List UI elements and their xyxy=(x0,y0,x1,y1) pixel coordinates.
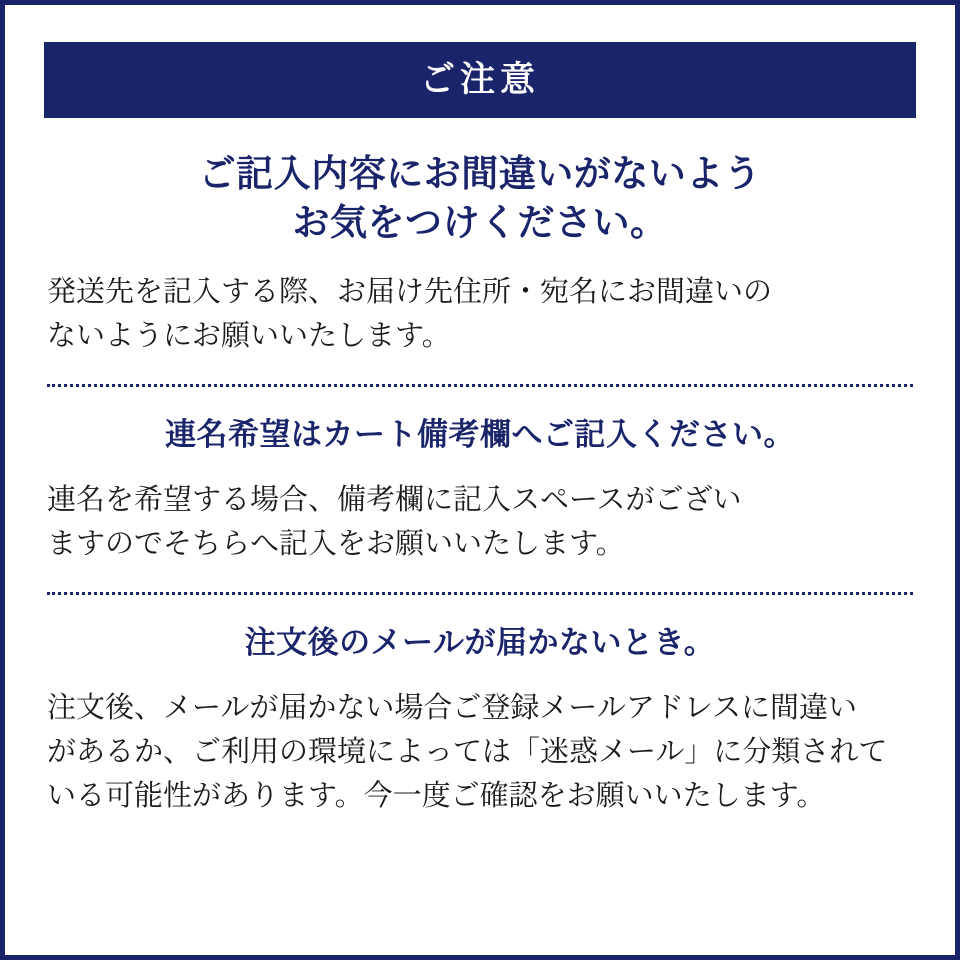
section-3-body-line-1: 注文後、メールが届かない場合ご登録メールアドレスに間違い xyxy=(47,691,857,724)
section-1-body-line-1: 発送先を記入する際、お届け先住所・宛名にお間違いの xyxy=(47,275,773,308)
section-3-body-line-2: があるか、ご利用の環境によっては「迷惑メール」に分類されて xyxy=(47,735,888,768)
section-divider-2 xyxy=(47,592,913,595)
notice-content xyxy=(5,5,955,955)
section-1-body xyxy=(47,270,913,358)
notice-section-3 xyxy=(5,623,955,818)
section-1-heading-line-2: お気をつけください。 xyxy=(292,201,668,243)
section-3-heading xyxy=(47,623,913,664)
section-1-body-line-2: ないようにお願いいたします。 xyxy=(47,319,451,352)
section-divider-1 xyxy=(47,384,913,387)
section-2-heading-line-1: 連名希望はカート備考欄へご記入ください。 xyxy=(165,416,795,452)
section-2-heading xyxy=(47,415,913,456)
notice-section-1 xyxy=(5,150,955,358)
section-3-body xyxy=(47,686,913,818)
section-3-body-line-3: いる可能性があります。今一度ご確認をお願いいたします。 xyxy=(47,779,826,812)
section-2-body-line-2: ますのでそちらへ記入をお願いいたします。 xyxy=(47,527,625,560)
banner-title: ご注意 xyxy=(419,60,540,99)
section-1-heading-line-1: ご記入内容にお間違いがないよう xyxy=(198,153,762,194)
section-1-heading xyxy=(47,150,913,248)
section-3-heading-line-1: 注文後のメールが届かないとき。 xyxy=(244,624,716,660)
notice-banner xyxy=(44,42,916,118)
section-2-body xyxy=(47,478,913,566)
section-2-body-line-1: 連名を希望する場合、備考欄に記入スペースがござい xyxy=(47,483,742,516)
notice-section-2 xyxy=(5,415,955,566)
